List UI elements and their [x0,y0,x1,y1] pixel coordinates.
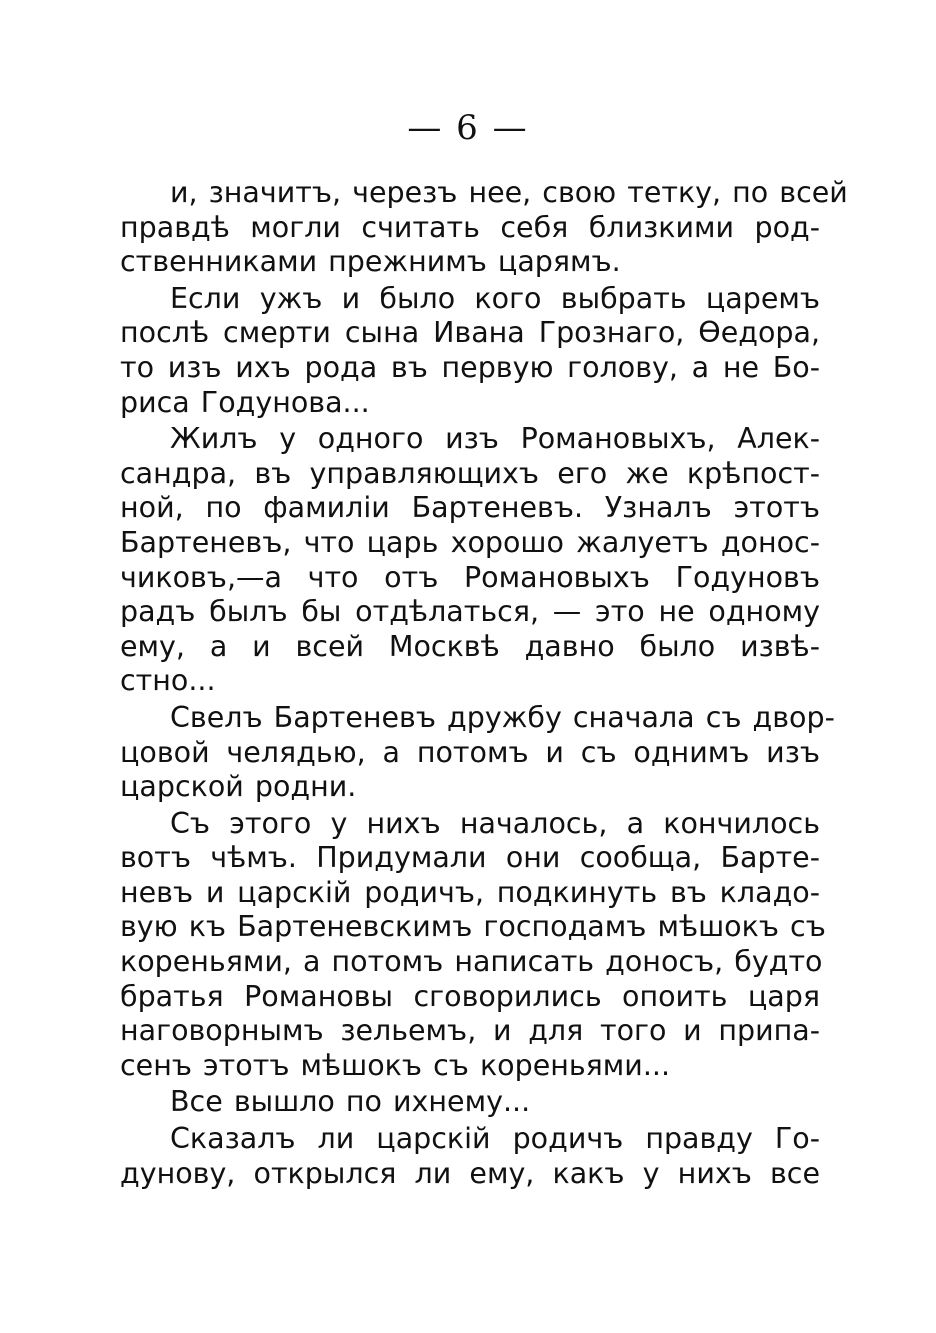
text-line: Все вышло по ихнему... [170,1085,531,1119]
text-line: риса Годунова... [120,385,370,419]
text-line: ему, а и всей Москвѣ давно было извѣ- [120,629,820,663]
paragraph [120,806,826,1084]
text-line: послѣ смерти сына Ивана Грознаго, Ѳедора, [120,316,820,350]
text-line: Бартеневъ, что царь хорошо жалуетъ донос- [120,525,820,559]
text-line: братья Романовы сговорились опоить царя [120,979,820,1013]
text-line: дунову, открылся ли ему, какъ у нихъ все [120,1156,820,1190]
text-line: цовой челядью, а потомъ и съ однимъ изъ [120,735,820,769]
text-line: стно... [120,664,216,698]
text-line: и, значитъ, черезъ нее, свою тетку, по всей [170,176,848,209]
text-line: ной, по фамиліи Бартеневъ. Узналъ этотъ [120,491,820,525]
text-line: Жилъ у одного изъ Романовыхъ, Алек- [170,422,820,456]
page-number: — 6 — [407,108,529,148]
text-line: наговорнымъ зельемъ, и для того и припа- [120,1014,820,1048]
text-line: Съ этого у нихъ началось, а кончилось [170,806,820,840]
text-line: Свелъ Бартеневъ дружбу сначала съ двор- [170,700,835,734]
text-line: радъ былъ бы отдѣлаться, — это не одному [120,595,820,629]
paragraph [120,282,820,420]
text-line: сенъ этотъ мѣшокъ съ кореньями... [120,1048,671,1082]
text-line: чиковъ,—а что отъ Романовыхъ Годуновъ [120,560,820,594]
paragraph [120,422,820,699]
text-line: правдѣ могли считать себя близкими род- [120,210,820,244]
paragraph [120,176,848,280]
paragraph [120,1085,820,1120]
text-line: невъ и царскій родичъ, подкинуть въ кладо- [120,875,820,909]
text-line: то изъ ихъ рода въ первую голову, а не Бо- [120,350,820,384]
paragraph [120,1122,820,1191]
text-line: Если ужъ и было кого выбрать царемъ [170,281,820,315]
text-line: вотъ чѣмъ. Придумали они сообща, Барте- [120,841,820,875]
text-line: сандра, въ управляющихъ его же крѣпост- [120,456,820,490]
paragraph [120,700,835,805]
text-line: кореньями, а потомъ написать доносъ, будто [120,945,823,979]
text-line: ственниками прежнимъ царямъ. [120,245,621,279]
text-line: царской родни. [120,770,357,804]
text-line: вую къ Бартеневскимъ господамъ мѣшокъ съ [120,910,826,944]
text-line: Сказалъ ли царскій родичъ правду Го- [170,1122,820,1156]
body-text [120,176,848,1191]
